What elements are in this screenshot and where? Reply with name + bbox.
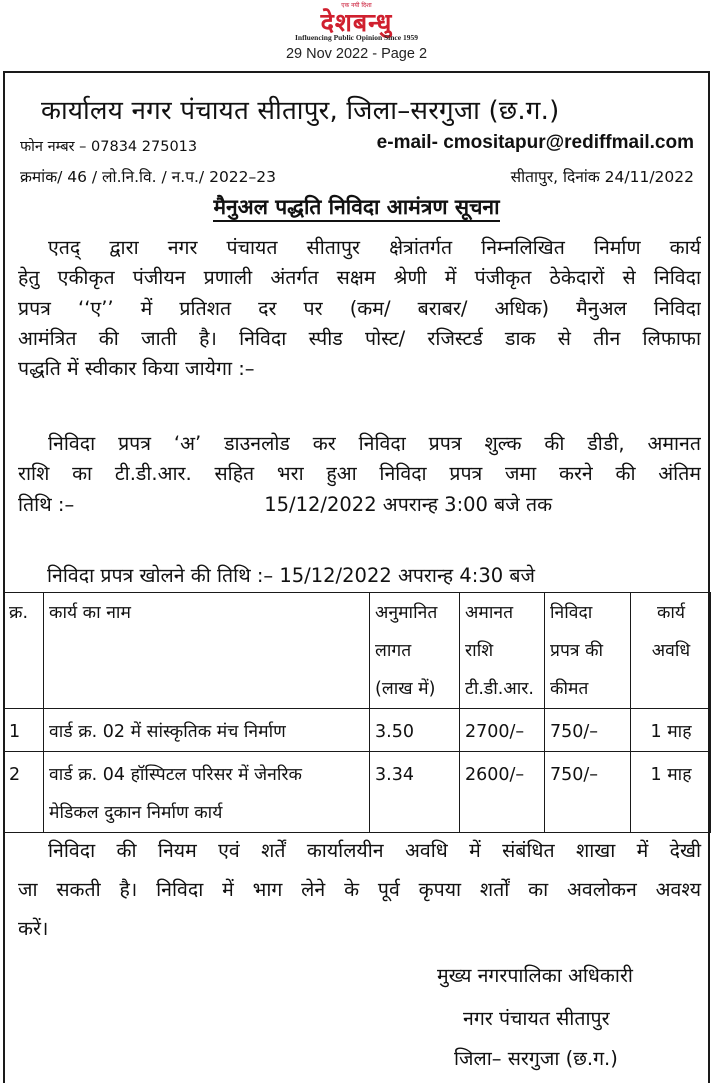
paragraph-line: राशि का टी.डी.आर. सहित भरा हुआ निविदा प्रपत्र जमा करने की अंतिम bbox=[18, 462, 701, 486]
paragraph-line: हेतु एकीकृत पंजीयन प्रणाली अंतर्गत सक्षम श्रेणी में पंजीकृत ठेकेदारों से निविदा bbox=[18, 266, 701, 290]
paragraph-line: पद्धति में स्वीकार किया जायेगा :– bbox=[18, 357, 255, 381]
signatory-designation: मुख्य नगरपालिका अधिकारी bbox=[437, 964, 633, 987]
row-sno: 2 bbox=[4, 752, 44, 833]
header-estimated-cost: अनुमानित लागत (लाख में) bbox=[370, 593, 460, 709]
terms-paragraph bbox=[18, 831, 701, 948]
header-sno: क्र. bbox=[4, 593, 44, 709]
newspaper-masthead bbox=[0, 0, 713, 68]
masthead-tagline: एक नयी दिशा bbox=[341, 2, 372, 9]
row-estimated-cost: 3.34 bbox=[370, 752, 460, 833]
notice-heading-text: मैनुअल पद्धति निविदा आमंत्रण सूचना bbox=[213, 195, 499, 222]
paragraph-line: एतद् द्वारा नगर पंचायत सीतापुर क्षेत्रांतर्गत निम्नलिखित निर्माण कार्य bbox=[48, 236, 701, 259]
header-work-name: कार्य का नाम bbox=[44, 593, 370, 709]
paragraph-line: करें। bbox=[18, 917, 49, 940]
table-row bbox=[4, 709, 711, 752]
header-work-period: कार्य अवधि bbox=[631, 593, 711, 709]
phone-number: फोन नम्बर – 07834 275013 bbox=[20, 139, 198, 155]
invitation-paragraph bbox=[18, 233, 701, 384]
signatory-office: नगर पंचायत सीतापुर bbox=[463, 1007, 610, 1030]
email-address: e-mail- cmositapur@rediffmail.com bbox=[376, 132, 694, 153]
row-sno: 1 bbox=[4, 709, 44, 752]
newspaper-logo: देशबन्धु bbox=[320, 8, 393, 37]
paragraph-line: निविदा की नियम एवं शर्तें कार्यालयीन अवधि में संबंधित शाखा में देखी bbox=[48, 839, 701, 862]
opening-date-line: निविदा प्रपत्र खोलने की तिथि :– 15/12/2022 अपरान्ह 4:30 बजे bbox=[47, 564, 535, 587]
signatory-district: जिला– सरगुजा (छ.ग.) bbox=[454, 1047, 618, 1070]
row-form-fee: 750/– bbox=[545, 709, 631, 752]
row-work-name: वार्ड क्र. 02 में सांस्कृतिक मंच निर्माण bbox=[44, 709, 370, 752]
header-form-fee: निविदा प्रपत्र की कीमत bbox=[545, 593, 631, 709]
newspaper-logo-subtitle: Influencing Public Opinion Since 1959 bbox=[295, 33, 418, 42]
last-date-value: 15/12/2022 अपरान्ह 3:00 बजे तक bbox=[264, 492, 553, 516]
header-deposit: अमानत राशि टी.डी.आर. bbox=[460, 593, 545, 709]
row-deposit: 2600/– bbox=[460, 752, 545, 833]
table-row bbox=[4, 752, 711, 833]
row-work-period: 1 माह bbox=[631, 709, 711, 752]
row-deposit: 2700/– bbox=[460, 709, 545, 752]
notice-heading bbox=[5, 193, 708, 221]
row-work-name: वार्ड क्र. 04 हॉस्पिटल परिसर में जेनरिक मेडिकल दुकान निर्माण कार्य bbox=[44, 752, 370, 833]
row-estimated-cost: 3.50 bbox=[370, 709, 460, 752]
last-date-line bbox=[18, 490, 701, 520]
row-form-fee: 750/– bbox=[545, 752, 631, 833]
tender-notice bbox=[3, 71, 710, 1083]
place-and-date: सीतापुर, दिनांक 24/11/2022 bbox=[510, 168, 694, 186]
paragraph-line: निविदा प्रपत्र ‘अ’ डाउनलोड कर निविदा प्रपत्र शुल्क की डीडी, अमानत bbox=[48, 432, 701, 455]
works-table bbox=[3, 592, 711, 833]
last-date-label: तिथि :– bbox=[18, 492, 75, 516]
table-header-row bbox=[4, 593, 711, 709]
row-work-period: 1 माह bbox=[631, 752, 711, 833]
submission-paragraph bbox=[18, 429, 701, 520]
edition-date-page: 29 Nov 2022 - Page 2 bbox=[285, 46, 428, 62]
office-title: कार्यालय नगर पंचायत सीतापुर, जिला–सरगुजा (छ.ग.) bbox=[41, 96, 560, 126]
paragraph-line: प्रपत्र ‘‘ए’’ में प्रतिशत दर पर (कम/ बराबर/ अधिक) मैनुअल निविदा bbox=[18, 296, 701, 320]
paragraph-line: आमंत्रित की जाती है। निविदा स्पीड पोस्ट/ रजिस्टर्ड डाक से तीन लिफाफा bbox=[18, 326, 701, 350]
paragraph-line: जा सकती है। निविदा में भाग लेने के पूर्व कृपया शर्तों का अवलोकन अवश्य bbox=[18, 878, 701, 901]
reference-number: क्रमांक/ 46 / लो.नि.वि. / न.प./ 2022–23 bbox=[20, 168, 276, 186]
